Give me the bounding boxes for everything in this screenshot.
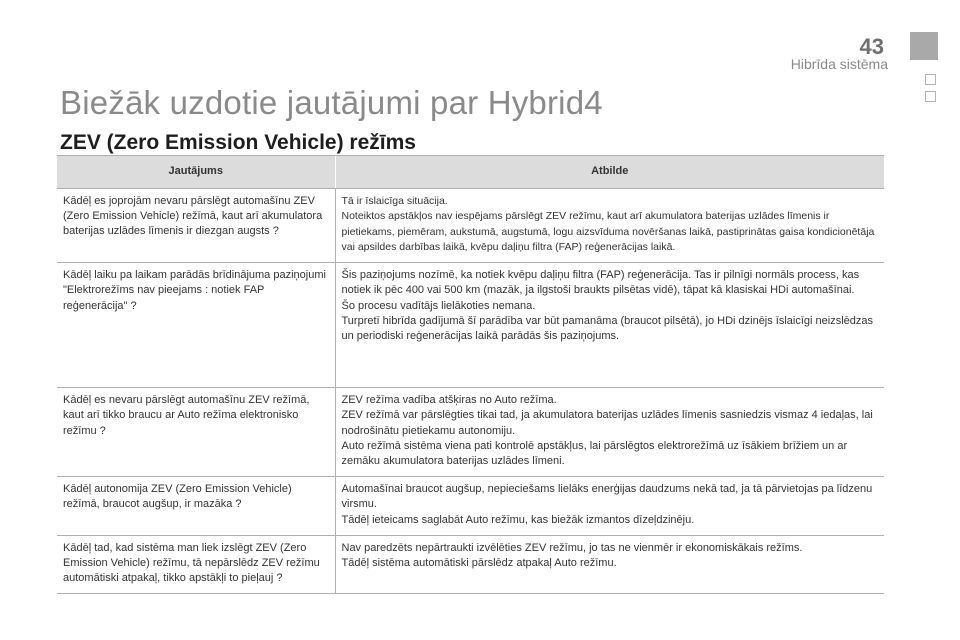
table-row [57,189,884,263]
answer-cell [335,263,884,388]
page-title: Biežāk uzdotie jautājumi par Hybrid4 [60,84,603,121]
question-cell: Kādēļ laiku pa laikam parādās brīdinājuma paziņojumi "Elektrorežīms nav pieejams : notiek FAP reģenerācija" ? [57,263,335,388]
page-subtitle: ZEV (Zero Emission Vehicle) režīms [60,131,416,154]
table-row [57,535,884,594]
answer-line: Noteiktos apstākļos nav iespējams pārslēgt ZEV režīmu, kaut arī akumulatora baterijas uzlādes līmenis ir pietiekams, piemēram, aukstumā, augstumā, logu aizsvīduma novēršanas laikā, pastiprinātas gaisa kondicionētāja vai apsildes darbības laikā, kvēpu daļiņu filtra (FAP) reģenerācijas laikā. [341,210,875,253]
answer-line: ZEV režīmā var pārslēgties tikai tad, ja akumulatora baterijas uzlādes līmenis sasniedzis vismaz 4 iedaļas, lai nodrošinātu pietiekamu autonomiju. [341,409,873,437]
question-cell: Kādēļ tad, kad sistēma man liek izslēgt ZEV (Zero Emission Vehicle) režīmu, tā nepārslēdz ZEV režīmu automātiski atpakaļ, tikko apstākļi to pieļauj ? [57,535,335,594]
answer-line: Tādēļ ieteicams saglabāt Auto režīmu, kas biežāk izmantos dīzeļdzinēju. [341,513,695,526]
column-header-question: Jautājums [57,156,335,189]
answer-cell [335,535,884,594]
answer-line: Auto režīmā sistēma viena pati kontrolē apstākļus, lai pārslēgtos elektrorežīmā uz īsākiem brīžiem un ar zemāku akumulatora baterijas uzlādes līmeni. [341,439,848,467]
faq-table [57,155,884,594]
chapter-tab-box [925,74,936,85]
answer-line: Automašīnai braucot augšup, nepieciešams lielāks enerģijas daudzums nekā tad, ja tā pārvietojas pa līdzenu virsmu. [341,483,873,511]
answer-line: Tādēļ sistēma automātiski pārslēdz atpakaļ Auto režīmu. [341,557,617,570]
table-row [57,388,884,477]
answer-line: Turpretī hibrīda gadījumā šī parādība var būt pamanāma (braucot pilsētā), jo HDi dzinējs īslaicīgi neizslēdzas un periodiski reģenerācijas laikā parādās šis paziņojums. [341,314,874,342]
question-cell: Kādēļ es joprojām nevaru pārslēgt automašīnu ZEV (Zero Emission Vehicle) režīmā, kaut arī akumulatora baterijas uzlādes līmenis ir diezgan augsts ? [57,189,335,263]
answer-line: Šis paziņojums nozīmē, ka notiek kvēpu daļiņu filtra (FAP) reģenerācija. Tas ir pilnīgi normāls process, kas notiek ik pēc 400 vai 500 km (mazāk, ja ilgstoši braukts pilsētas vidē), tāpat kā klasiskai HDi automašīnai. [341,269,860,297]
table-row [57,263,884,388]
column-header-answer: Atbilde [335,156,884,189]
chapter-tab-box [925,91,936,102]
section-title: Hibrīda sistēma [790,56,888,72]
answer-cell [335,189,884,263]
answer-line: ZEV režīma vadība atšķiras no Auto režīma. [341,394,557,407]
chapter-tab-active [910,32,938,60]
answer-line: Tā ir īslaicīga situācija. [341,195,448,207]
question-cell: Kādēļ es nevaru pārslēgt automašīnu ZEV režīmā, kaut arī tikko braucu ar Auto režīma elektronisko režīmu ? [57,388,335,477]
chapter-tab-marker [926,60,932,66]
question-cell: Kādēļ autonomija ZEV (Zero Emission Vehicle) režīmā, braucot augšup, ir mazāka ? [57,477,335,536]
table-header-row [57,156,884,189]
page-number: 43 [859,34,884,59]
answer-line: Šo procesu vadītājs lielākoties nemana. [341,299,536,312]
table-row [57,477,884,536]
answer-line: Nav paredzēts nepārtraukti izvēlēties ZEV režīmu, jo tas ne vienmēr ir ekonomiskākais režīms. [341,541,803,554]
answer-cell [335,388,884,477]
answer-cell [335,477,884,536]
